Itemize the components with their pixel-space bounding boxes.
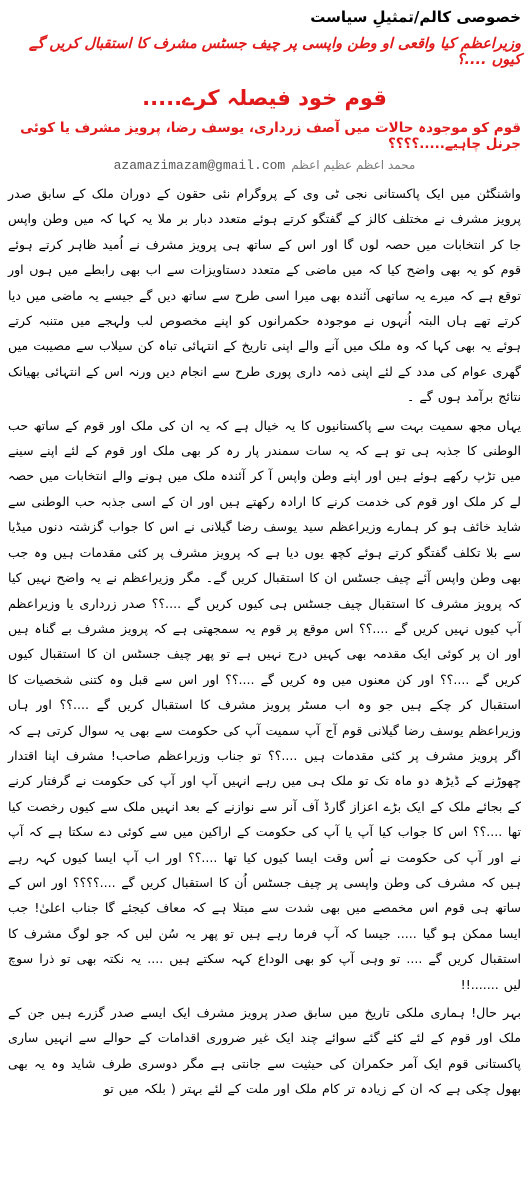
column-kicker: خصوصی کالم/تمثیلِ سیاست [310, 8, 521, 26]
article-paragraph-3: بہر حال! ہماری ملکی تاریخ میں سابق صدر پرویز مشرف ایک ایسے صدر گزرے ہیں جن کے ملک اور قوم کے لئے کئے گئے سوائے چند ایک غیر ضروری اقدامات کے حوالے سے انہیں ساری پاکستانی قوم ایک آمر حکمران کی حیثیت سے جانتی ہے مگر دوسری طرف شاید وہ یہ بھی بھول چکی ہے کہ ان کے زیادہ تر کام ملک اور ملت کے لئے بہتر ( بلکہ میں تو [8, 1005, 521, 1097]
byline [8, 158, 521, 173]
article-headline: وزیراعظم کیا واقعی او وطن واپسی پر چیف جسٹس مشرف کا استقبال کریں گے کیوں ....؟ [28, 36, 521, 68]
article-subheadline: قوم کو موجودہ حالات میں آصف زرداری، یوسف رضا، پرویز مشرف یا کوئی جرنل چاہیے.....؟؟؟؟ [20, 120, 521, 152]
article-paragraph-2: یہاں مجھ سمیت بہت سے پاکستانیوں کا یہ خیال ہے کہ یہ ان کی ملک اور قوم کے ساتھ حب الوطنی کا جذبہ ہی تو ہے کہ یہ سات سمندر پار رہ کر بھی ملک اور قوم کے لئے اپنے سینے میں تڑپ رکھے ہوئے ہیں اور اپنے وطن واپس آ کر آئندہ ملک میں ہونے والے انتخابات میں حصہ لے کر ملک اور قوم کی خدمت کرنے کا ارادہ رکھتے ہیں اور ان کے اسی جذبہ حب الوطنی سے شاید خائف ہو کر ہمارے وزیراعظم سید یوسف رضا گیلانی نے اس کا جواب گزشتہ دنوں میڈیا سے بلا تکلف گفتگو کرتے ہوئے کچھ یوں دیا ہے کہ پرویز مشرف پر کئی مقدمات ہیں وہ جب بھی وطن واپس آئے چیف جسٹس ان کا استقبال کریں گے۔ مگر وزیراعظم نے یہ واضح نہیں کیا کہ پرویز مشرف کا استقبال چیف جسٹس ہی کیوں کریں گے ....؟؟ صدر زرداری یا وزیراعظم آپ کیوں نہیں کریں گے ....؟؟ اس موقع پر قوم یہ سمجھتی ہے کہ پرویز مشرف بے گناہ ہیں اور ان پر کوئی ایک مقدمہ بھی کہیں درج نہیں ہے تو پھر چیف جسٹس ان کا استقبال کیوں کریں گے ....؟؟ اور کن معنوں میں وہ کریں گے ....؟؟ اور اس سے قبل وہ کتنی شخصیات کا استقبال کر چکے ہیں جو وہ اب مسٹر پرویز مشرف کا استقبال کریں گے ....؟؟ اور ہاں وزیراعظم یوسف رضا گیلانی قوم آج آپ سمیت آپ کی حکومت سے بھی یہ سوال کرتی ہے کہ اگر پرویز مشرف پر کئی مقدمات ہیں ....؟؟ تو جناب وزیراعظم صاحب! مشرف اپنا اقتدار چھوڑنے کے ڈیڑھ دو ماہ تک تو ملک ہی میں رہے انہیں آپ اور آپ کی حکومت نے گرفتار کرنے کے بجائے ملک کے ایک بڑے اعزاز گارڈ آف آنر سے نوازنے کے بعد انہیں ملک سے کیوں رخصت کیا تھا ....؟؟ اس کا جواب کیا آپ یا آپ کی حکومت کے اراکین میں سے کوئی دے سکتا ہے کہ آپ نے اور آپ کی حکومت نے اُس وقت ایسا کیوں کیا تھا ....؟؟ اور اب آپ ایسا کیوں کہہ رہے ہیں کہ مشرف کی وطن واپسی پر چیف جسٹس اُن کا استقبال کریں گے ....؟؟؟؟ اور اس کے ساتھ ہی قوم اس مخمصے میں بھی شدت سے مبتلا ہے کہ معاف کیجئے گا جناب اعلیٰ! جب ایسا ممکن ہو گیا ..... جیسا کہ آپ فرما رہے ہیں تو پھر یہ سُن لیں کہ جو لوگ مشرف کا استقبال کریں گے .... تو وہی آپ کو بھی الوداع کہہ سکتے ہیں .... یہ نکتہ بھی تو ذرا سوچ لیں .......!! [8, 417, 521, 992]
author-email[interactable]: azamazimazam@gmail.com [113, 158, 286, 173]
article-paragraph-1: واشنگٹن میں ایک پاکستانی نجی ٹی وی کے پروگرام نئی حقون کے دوران ملک کے سابق صدر پرویز مشرف نے مختلف کالز کے گفتگو کرتے ہوئے متعدد دبار بر ملا یہ کہا کہ میں وطن واپس جا کر انتخابات میں حصہ لوں گا اور اس کے ساتھ ہی پرویز مشرف نے اُمید ظاہر کرتے ہوئے قوم کو یہ بھی واضح کیا کہ میں ماضی کے متعدد دستاویزات سے اب بھی رابطے میں ہوں اور توقع ہے کہ میرے یہ ساتھی آئندہ بھی میرا اسی طرح سے ساتھ دیں گے جیسے یہ ماضی میں دیا کرتے تھے ہاں البتہ اُنہوں نے موجودہ حکمرانوں کو اپنے مخصوص لب ولہجے میں متنبہ کرتے ہوئے یہ بھی کہا کہ وہ ملک میں آنے والے اپنی تاریخ کے انتہائی تباہ کن سیلاب سے مصیبت میں گھری عوام کی مدد کے لئے اپنی ذمہ داری پوری طرح سے انجام دیں ورنہ اس کے انتہائی بھیانک نتائج برآمد ہوں گے ۔ [8, 186, 521, 405]
article-main-title: قوم خود فیصلہ کرے..... [142, 86, 387, 110]
author-name: محمد اعظم عظیم اعظم [291, 158, 416, 172]
